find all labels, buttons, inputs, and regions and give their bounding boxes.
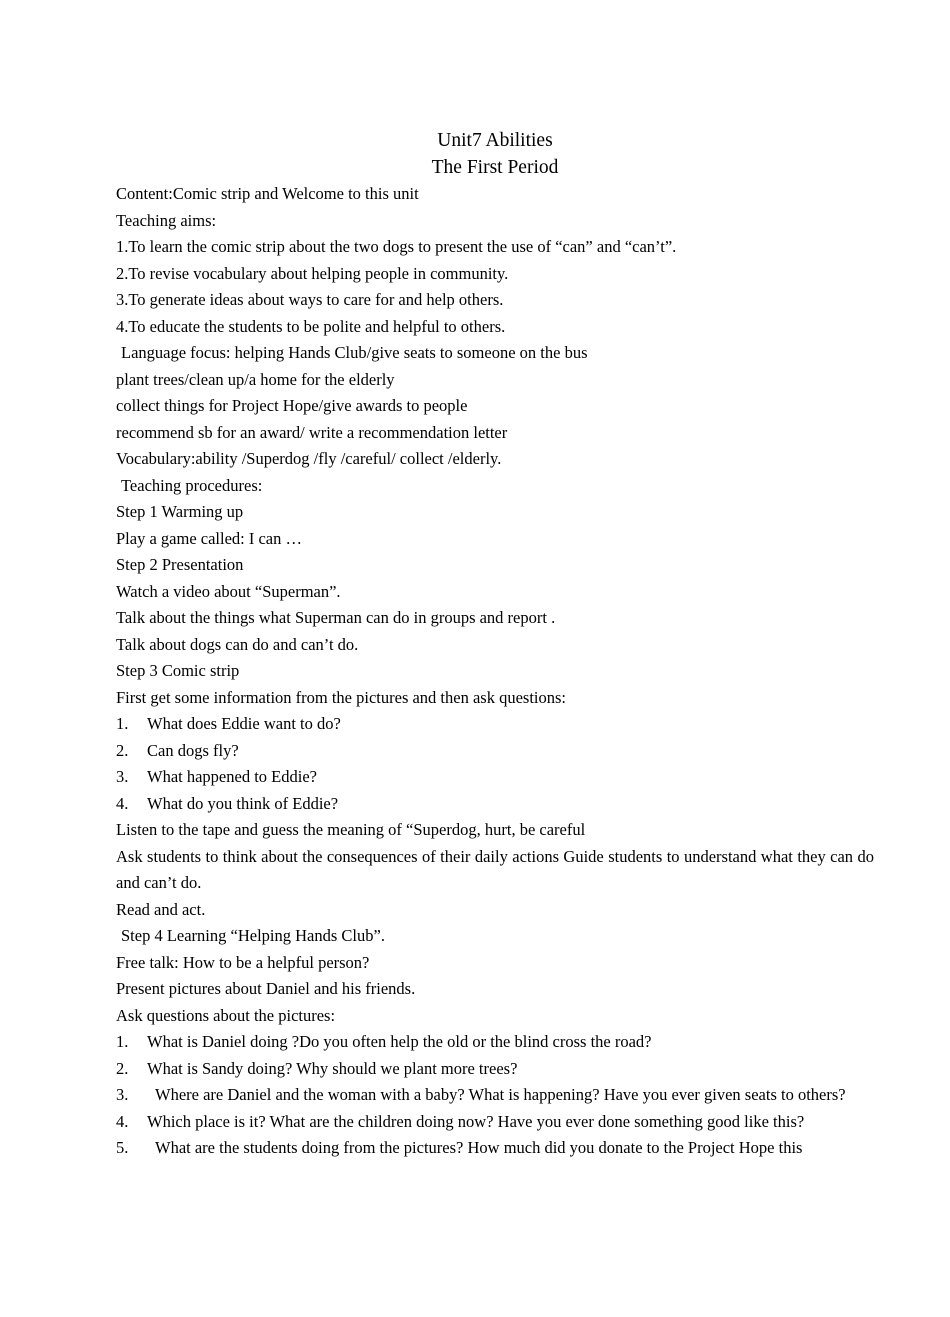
question-text: What happened to Eddie? [147,767,317,786]
aim-item: 1.To learn the comic strip about the two dogs to present the use of “can” and “can’t”. [116,237,677,256]
step3-read: Read and act. [116,899,206,919]
language-focus-line: plant trees/clean up/a home for the elderly [116,369,395,389]
step1-line: Play a game called: I can … [116,528,303,548]
step4-question [116,1135,874,1162]
question-text: Where are Daniel and the woman with a baby? What is happening? Have you ever given seats to others? [155,1085,846,1104]
step3-question [116,764,874,791]
step1-heading: Step 1 Warming up [116,502,244,521]
step4-question [116,1082,874,1109]
language-focus-line: Language focus: helping Hands Club/give seats to someone on the bus [121,343,588,362]
step3-listen: Listen to the tape and guess the meaning of “Superdog, hurt, be careful [116,820,586,839]
step4-heading: Step 4 Learning “Helping Hands Club”. [121,926,385,945]
question-text: What is Daniel doing ?Do you often help the old or the blind cross the road? [147,1032,652,1051]
question-text: What is Sandy doing? Why should we plant more trees? [147,1058,518,1078]
aim-item: 4.To educate the students to be polite and helpful to others. [116,316,506,336]
language-focus-line: recommend sb for an award/ write a recommendation letter [116,422,508,442]
language-focus-line: collect things for Project Hope/give awards to people [116,396,468,415]
question-number: 2. [116,1058,129,1078]
step3-heading: Step 3 Comic strip [116,661,240,680]
step3-intro: First get some information from the pictures and then ask questions: [116,687,567,707]
document-title: Unit7 Abilities [437,130,553,151]
question-text: What does Eddie want to do? [147,714,341,733]
question-number: 4. [116,1111,129,1131]
question-number: 2. [116,740,129,760]
step3-ask: Ask students to think about the consequences of their daily actions Guide students to understand what they can do and can’t do. [116,846,874,892]
question-number: 3. [116,1085,129,1104]
procedures-heading: Teaching procedures: [121,475,263,495]
question-number: 1. [116,714,129,733]
question-text: Can dogs fly? [147,740,239,760]
step4-question [116,1029,874,1056]
step4-line: Free talk: How to be a helpful person? [116,952,370,972]
question-number: 3. [116,767,129,786]
question-number: 4. [116,793,129,813]
step2-line: Watch a video about “Superman”. [116,581,341,601]
document-body [116,128,874,1162]
step3-question [116,791,874,818]
step4-line: Ask questions about the pictures: [116,1005,336,1025]
question-number: 1. [116,1032,129,1051]
question-number: 5. [116,1138,129,1157]
step2-line: Talk about the things what Superman can do in groups and report . [116,608,556,627]
document-subtitle: The First Period [431,156,559,178]
content-line: Content:Comic strip and Welcome to this unit [116,184,419,203]
step3-question [116,738,874,765]
step4-question [116,1109,874,1136]
aim-item: 2.To revise vocabulary about helping people in community. [116,263,509,283]
step4-line: Present pictures about Daniel and his friends. [116,979,416,998]
step2-line: Talk about dogs can do and can’t do. [116,634,359,654]
question-text: Which place is it? What are the children doing now? Have you ever done something good like this? [147,1111,805,1131]
aim-item: 3.To generate ideas about ways to care for and help others. [116,290,504,309]
step2-heading: Step 2 Presentation [116,555,244,574]
step3-question [116,711,874,738]
vocabulary-line: Vocabulary:ability /Superdog /fly /careful/ collect /elderly. [116,449,502,468]
question-text: What do you think of Eddie? [147,793,339,813]
step4-question [116,1056,874,1083]
question-text: What are the students doing from the pictures? How much did you donate to the Project Hope this [155,1138,803,1157]
teaching-aims-heading: Teaching aims: [116,210,217,230]
